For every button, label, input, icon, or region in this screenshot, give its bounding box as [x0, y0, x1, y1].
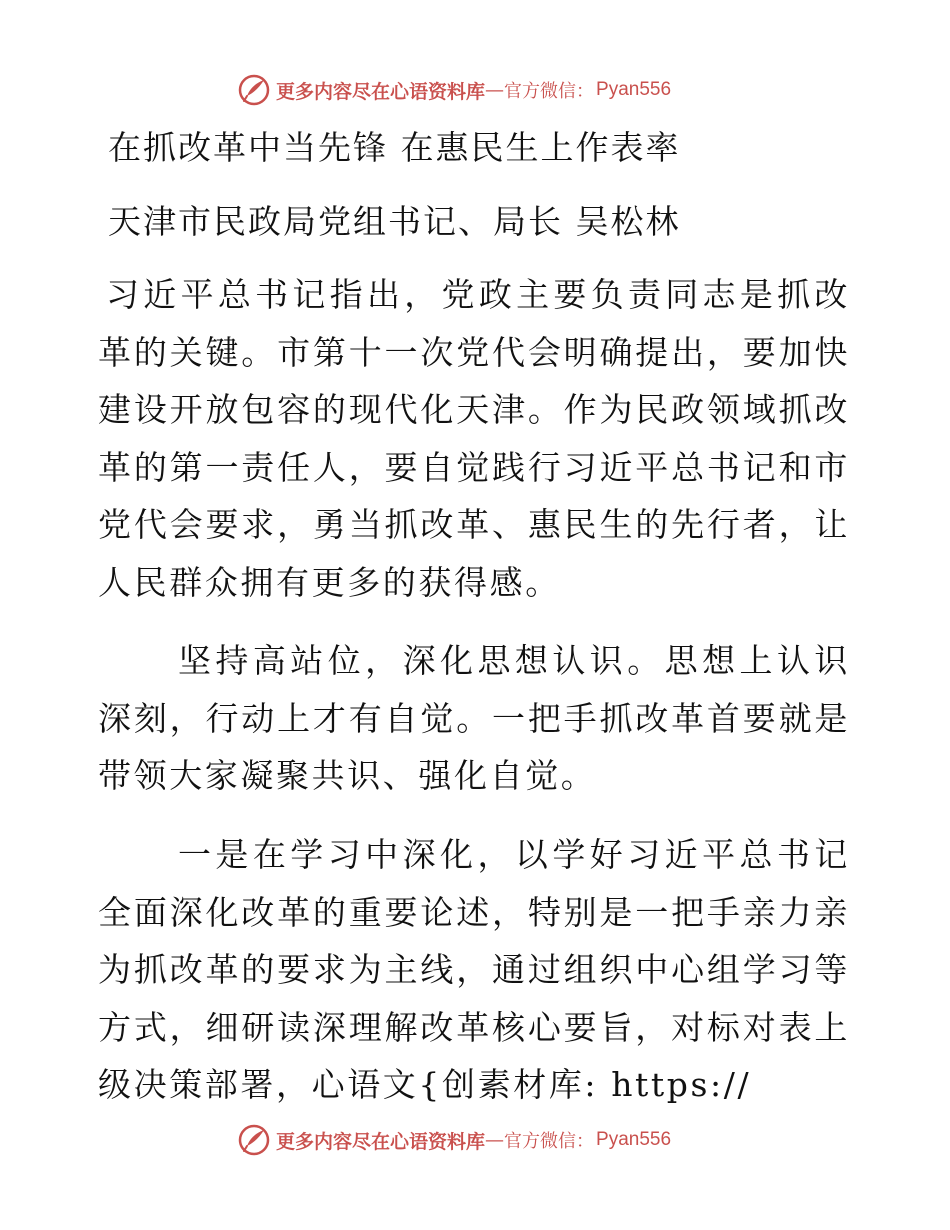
body-paragraph: 习近平总书记指出，党政主要负责同志是抓改革的关键。市第十一次党代会明确提出，要加快建设开放包容的现代化天津。作为民政领域抓改革的第一责任人，要自觉践行习近平总书记和市党代会要求，勇当抓改革、惠民生的先行者，让人民群众拥有更多的获得感。	[98, 275, 850, 602]
body-paragraph: 坚持高站位，深化思想认识。思想上认识深刻，行动上才有自觉。一把手抓改革首要就是带领大家凝聚共识、强化自觉。	[98, 641, 850, 795]
header-watermark	[238, 72, 671, 108]
footer-watermark	[238, 1122, 671, 1158]
quill-logo-icon	[238, 1124, 270, 1156]
watermark-contact-id: Pyan556	[596, 79, 672, 100]
watermark-contact-label: 官方微信：	[504, 81, 595, 102]
document-title: 在抓改革中当先锋 在惠民生上作表率	[108, 128, 681, 167]
watermark-separator: —	[485, 79, 505, 101]
watermark-separator: —	[485, 1129, 505, 1151]
watermark-contact-id: Pyan556	[596, 1129, 672, 1150]
watermark-main-text: 更多内容尽在心语资料库	[276, 1130, 486, 1153]
author-line: 天津市民政局党组书记、局长 吴松林	[108, 202, 681, 241]
quill-logo-icon	[238, 74, 270, 106]
body-paragraph: 一是在学习中深化，以学好习近平总书记全面深化改革的重要论述，特别是一把手亲力亲为抓改革的要求为主线，通过组织中心组学习等方式，细研读深理解改革核心要旨，对标对表上级决策部署，心语文{创素材库: https://	[98, 835, 850, 1104]
watermark-main-text: 更多内容尽在心语资料库	[276, 80, 486, 103]
watermark-contact-label: 官方微信：	[504, 1131, 595, 1152]
